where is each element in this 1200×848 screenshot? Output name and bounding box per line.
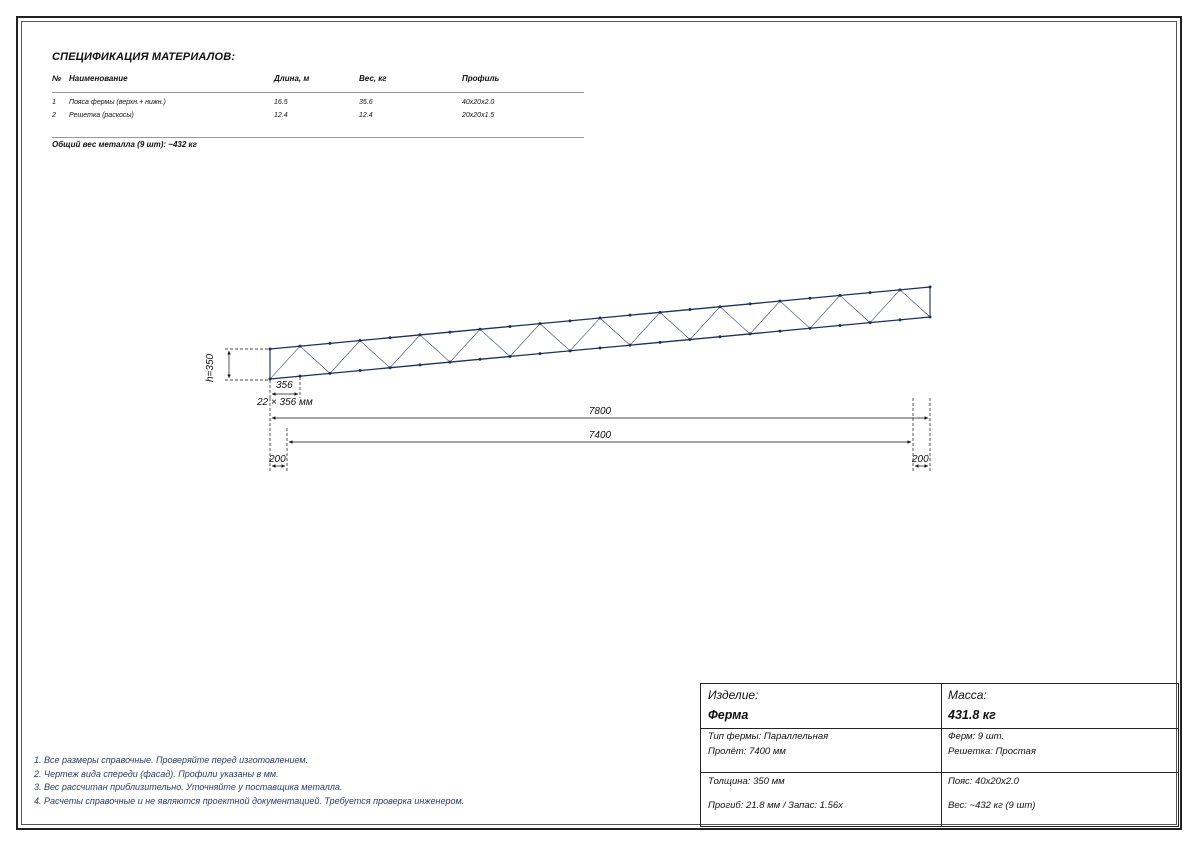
note-item: 1. Все размеры справочные. Проверяйте перед изготовлением. xyxy=(34,755,309,765)
truss-node xyxy=(689,338,692,341)
truss-node xyxy=(359,339,362,342)
truss-node xyxy=(359,369,362,372)
truss-node xyxy=(629,314,632,317)
lattice-diagonal xyxy=(840,295,870,322)
truss-node xyxy=(269,348,272,351)
truss-node xyxy=(389,336,392,339)
overall-length-label: 7800 xyxy=(588,406,612,417)
height-dimension xyxy=(225,349,268,380)
truss-node xyxy=(659,311,662,314)
lattice-diagonal xyxy=(300,346,330,373)
truss-count: Ферм: 9 шт. xyxy=(948,731,1005,742)
spec-cell-weight: 12.4 xyxy=(359,112,373,119)
truss-node xyxy=(569,349,572,352)
spec-cell-num: 2 xyxy=(52,112,56,119)
spec-total: Общий вес металла (9 шт): ~432 кг xyxy=(52,140,197,149)
spec-cell-name: Решетка (раскосы) xyxy=(69,112,134,119)
chord-profile: Пояс: 40x20x2.0 xyxy=(948,776,1019,787)
truss-node xyxy=(929,316,932,319)
lattice-diagonal xyxy=(900,290,930,317)
lattice-diagonal xyxy=(630,312,660,345)
truss-node xyxy=(419,333,422,336)
spec-header-weight: Вес, кг xyxy=(359,74,387,83)
truss-node xyxy=(689,308,692,311)
mass-value: 431.8 кг xyxy=(948,708,996,722)
truss-node xyxy=(719,305,722,308)
truss-node xyxy=(899,318,902,321)
panel-label: 356 xyxy=(276,380,293,391)
truss-node xyxy=(539,322,542,325)
truss-node xyxy=(929,286,932,289)
truss-node xyxy=(479,358,482,361)
deflection-value: Прогиб: 21.8 мм / Запас: 1.56x xyxy=(708,800,843,811)
truss-type: Тип фермы: Параллельная xyxy=(708,731,829,742)
lattice-diagonal xyxy=(780,301,810,328)
lattice-diagonal xyxy=(450,329,480,362)
lattice-diagonal xyxy=(270,346,300,379)
spec-cell-length: 12.4 xyxy=(274,112,288,119)
lattice-diagonal xyxy=(540,324,570,351)
left-support-label: 200 xyxy=(269,454,286,465)
note-item: 4. Расчеты справочные и не являются проектной документацией. Требуется проверка инженером. xyxy=(34,795,465,806)
truss-node xyxy=(809,327,812,330)
lattice-type: Решетка: Простая xyxy=(948,746,1036,757)
truss-node xyxy=(509,355,512,358)
truss-node xyxy=(419,363,422,366)
lattice-diagonal xyxy=(660,312,690,339)
spec-cell-length: 16.5 xyxy=(274,99,288,106)
lattice-diagonal xyxy=(330,341,360,374)
spec-header-name: Наименование xyxy=(69,74,128,83)
spec-header-num: № xyxy=(52,74,62,83)
lattice-diagonal xyxy=(510,324,540,357)
weight-value: Вес: ~432 кг (9 шт) xyxy=(948,800,1036,811)
note-item: 3. Вес рассчитан приблизительно. Уточняйте у поставщика металла. xyxy=(34,782,343,793)
truss-node xyxy=(299,345,302,348)
lattice-diagonal xyxy=(360,341,390,368)
truss-node xyxy=(809,297,812,300)
lattice-diagonal xyxy=(480,329,510,356)
lattice-diagonal xyxy=(810,295,840,328)
lattice-diagonal xyxy=(600,318,630,345)
panels-count-label: 22 × 356 мм xyxy=(257,397,313,408)
span-value: Пролёт: 7400 мм xyxy=(708,746,786,757)
lattice-diagonal xyxy=(570,318,600,351)
lattice-diagonal xyxy=(690,307,720,340)
truss-node xyxy=(899,288,902,291)
spec-cell-profile: 40x20x2.0 xyxy=(462,99,495,106)
spec-header-profile: Профиль xyxy=(462,74,500,83)
lattice-diagonal xyxy=(420,335,450,362)
spec-title: СПЕЦИФИКАЦИЯ МАТЕРИАЛОВ: xyxy=(52,51,236,63)
thickness-value: Толщина: 350 мм xyxy=(708,776,785,787)
truss-node xyxy=(749,302,752,305)
height-label: h=350 xyxy=(205,353,216,382)
truss-node xyxy=(539,352,542,355)
truss-node xyxy=(389,366,392,369)
truss-node xyxy=(869,291,872,294)
title-block xyxy=(700,683,1179,827)
mass-label: Масса: xyxy=(948,688,987,702)
truss-node xyxy=(329,342,332,345)
spec-cell-profile: 20x20x1.5 xyxy=(462,112,495,119)
truss-node xyxy=(599,317,602,320)
product-value: Ферма xyxy=(708,708,749,722)
truss-node xyxy=(779,300,782,303)
truss-node xyxy=(839,294,842,297)
lattice-diagonal xyxy=(390,335,420,368)
truss-node xyxy=(569,319,572,322)
truss-elevation xyxy=(269,286,932,381)
spec-header-length: Длина, м xyxy=(274,74,310,83)
product-label: Изделие: xyxy=(708,688,759,702)
truss-node xyxy=(329,372,332,375)
spec-cell-name: Пояса фермы (верхн.+ нижн.) xyxy=(69,99,166,106)
drawing-notes xyxy=(34,754,464,808)
lattice-diagonal xyxy=(870,290,900,323)
truss-node xyxy=(659,341,662,344)
spec-cell-weight: 35.6 xyxy=(359,99,373,106)
truss-node xyxy=(449,361,452,364)
lattice-diagonal xyxy=(750,301,780,334)
truss-node xyxy=(749,332,752,335)
truss-node xyxy=(509,325,512,328)
truss-node xyxy=(629,344,632,347)
lattice-diagonal xyxy=(720,307,750,334)
truss-node xyxy=(599,347,602,350)
spec-cell-num: 1 xyxy=(52,99,56,106)
right-support-label: 200 xyxy=(912,454,929,465)
truss-node xyxy=(719,335,722,338)
span-length-label: 7400 xyxy=(588,430,612,441)
truss-node xyxy=(779,330,782,333)
truss-node xyxy=(869,321,872,324)
truss-node xyxy=(479,328,482,331)
truss-node xyxy=(839,324,842,327)
truss-node xyxy=(449,331,452,334)
note-item: 2. Чертеж вида спереди (фасад). Профили указаны в мм. xyxy=(34,768,279,779)
